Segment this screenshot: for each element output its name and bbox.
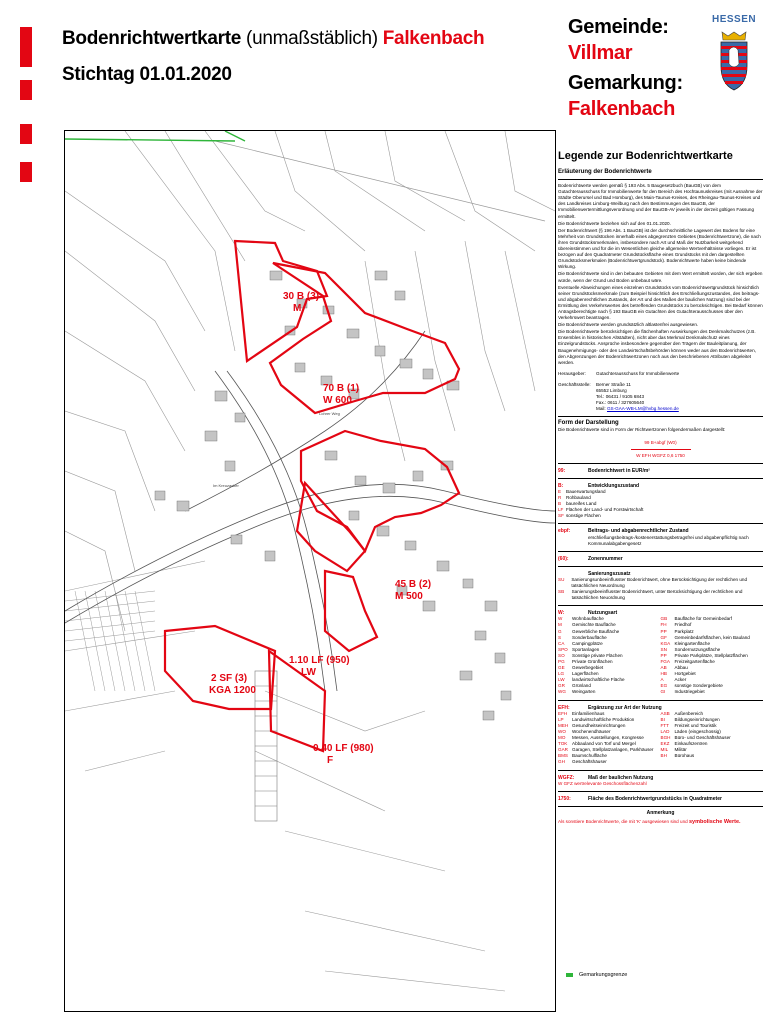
legend-code: GE [558, 665, 565, 671]
legend-paragraph: Die Bodenrichtwerte berücksichtigen die flächenhaften Auswirkungen des Denkmalschutzes (z.B. Ensembles in historischen Altstädten), nicht aber das Merkmal Denkmalschutz eines Einzelgrundstücks. Ansprüche insbesondere gegenüber den Trägern der Bauleitplanung, der Baugenehmigungs- oder den Landwirtschaftsbehörden können weder aus den Bodenrichtwerten, den Abgrenzungen der Bodenrichtwertzonen noch aus den beschriebenen Attributen abgeleitet werden. [558, 329, 756, 365]
form-example-line: 99 B+abgf (W0) [644, 439, 677, 445]
legend-text: Garagen, Stellplatzanlagen, Parkhäuser [572, 747, 654, 753]
address-line: Tel.: 06431 / 9105 6843 [596, 394, 645, 400]
legend-key-title: Bodenrichtwert in EUR/m² [588, 467, 650, 474]
legend-code: S [558, 634, 562, 640]
legend-paragraph: Der Bodenrichtwert (§ 196 Abs. 1 BauGB) ist der durchschnittliche Lagewert des Bodens für eine Mehrheit von Grundstücken innerhalb eines abgegrenzten Gebietes (Bodenrichtwertzone), die nach ihren Grundstücksmerkmalen, insbesondere nach Art und Maß der Nutzbarkeit weitgehend übereinstimmen und für die im Wesentlichen gleiche allgemeine Wertverhältnisse vorliegen. Er ist bezogen auf den Quadratmeter Grundstücksfläche eines Grundstücks mit den dargestellten Grundstücksmerkmalen (Bodenrichtwertgrundstück). Bodenrichtwerte haben keine bindende Wirkung. [558, 227, 761, 270]
legend-text: Landwirtschaftliche Produktion [572, 716, 635, 722]
legend-text: W GFZ wertrelevante Geschossflächenzahl [558, 780, 647, 786]
legend-code: LP [558, 716, 564, 722]
hessen-coat-of-arms-icon [718, 30, 750, 92]
legend-key-title: Nutzungsart [588, 610, 618, 617]
street-label: Lohrer Weg [319, 411, 340, 416]
legend-key: ebpf: [558, 528, 571, 535]
legend-text: sonstige Sondergebiete [674, 683, 723, 689]
legend-section [558, 796, 763, 802]
legend-code: EG [660, 683, 668, 689]
legend-code: E [558, 488, 562, 494]
legend-paragraph: Die Bodenrichtwerte werden grundsätzlich altlastenfrei ausgewiesen. [558, 322, 699, 328]
legend-code: CA [558, 640, 565, 646]
boundary-legend-label: Gemarkungsgrenze [579, 972, 628, 978]
legend-key-title: Beitrags- und abgabenrechtlicher Zustand [588, 528, 689, 535]
divider [558, 791, 763, 792]
legend-text: Außenbereich [674, 710, 704, 716]
legend-code: SF [558, 513, 564, 519]
zone-label: 30 B (3) [283, 291, 320, 302]
legend-code: GR [558, 683, 565, 689]
divider [558, 416, 763, 417]
legend-text: Läden (eingeschossig) [674, 728, 721, 734]
form-example [558, 440, 763, 459]
address-line: Berner Straße 11 [596, 381, 631, 387]
legend-text: Gemeinbedarfsflächen, kein Bauland [674, 634, 750, 640]
legend-text: Gesundheitseinrichtungen [572, 722, 626, 728]
legend-text: Einfamilienhaus [572, 710, 605, 716]
legend-text: Einkaufszentren [674, 741, 708, 747]
legend-code: GB [660, 616, 668, 622]
cadastral-map[interactable] [64, 130, 556, 1012]
divider [558, 179, 763, 180]
form-title: Form der Darstellung [558, 420, 619, 427]
legend-row [558, 759, 661, 765]
legend-code: BI [660, 716, 665, 722]
legend-code: GAR [558, 747, 568, 753]
legend-text: Rohbauland [566, 495, 591, 501]
legend-key-title: Sanierungszusatz [588, 570, 631, 577]
anmerkung-text: Als sonstiere Bodenrichtwerte, die mit 'K' ausgewiesen sind und [558, 818, 688, 824]
legend-text: Bildungseinrichtungen [674, 716, 720, 722]
legend-subtitle: Erläuterung der Bodenrichtwerte [558, 169, 652, 175]
zone-label: W 600 [323, 395, 352, 406]
legend-row [558, 689, 661, 695]
legend-text: sonstige Flächen [566, 513, 601, 519]
geschaeftsstelle-row [558, 382, 763, 412]
form-example-divider [631, 449, 691, 450]
legend-code: WG [558, 689, 566, 695]
herausgeber-value: Gutachterausschuss für Immobilienwerte [596, 370, 680, 376]
legend-text: erschließungsbeitrags-/kostenerstattungsbetragsfrei und abgabenpflichtig nach Kommunalabgabengesetz [588, 534, 749, 546]
zone-label: 2 SF (3) [211, 673, 248, 684]
legend-code: FH [660, 622, 667, 628]
legend-paragraph: Die Bodenrichtwerte sind in den bebauten Gebieten mit dem Wert ermittelt worden, der sich ergeben würde, wenn der Grund und Boden unbebaut wäre. [558, 271, 763, 283]
zone-label: M 500 [395, 591, 423, 602]
legend-text: Sportanlagen [572, 646, 600, 652]
herausgeber-row [558, 371, 763, 377]
legend-text: Sanierungsbeeinflusster Bodenrichtwert, unter Berücksichtigung der rechtlichen und tatsächlichen Neuordnung [571, 589, 743, 601]
zone-label: M [293, 303, 302, 314]
legend-text: Flächen der Land- und Forstwirtschaft [566, 507, 644, 513]
legend-code: MO [558, 735, 566, 741]
boundary-legend-row [566, 972, 627, 978]
zone-label: 0.40 LF (980) [313, 743, 374, 754]
legend-text: Hortgebiet [674, 671, 696, 677]
legend-text: Wohnbaufläche [572, 616, 604, 622]
legend-code: EKZ [660, 741, 670, 747]
zone-label: KGA 1200 [209, 685, 256, 696]
legend-text: Freizeitgartenfläche [674, 659, 715, 664]
divider [558, 770, 763, 771]
legend-code: SPO [558, 646, 568, 652]
legend-key: WGFZ: [558, 774, 575, 781]
legend-code: BGH [660, 735, 671, 741]
legend-text: Freizeit und Touristik [674, 722, 717, 728]
title-scale: (unmaßstäblich) [241, 28, 383, 49]
legend-section [558, 468, 763, 474]
legend-code: KGA [660, 640, 671, 646]
legend-code: LF [558, 507, 564, 513]
divider [558, 806, 763, 807]
legend-code: R [558, 495, 562, 501]
zone-label: F [327, 755, 334, 766]
legend-panel [558, 150, 763, 825]
red-marker-bar [20, 124, 32, 144]
title-place: Falkenbach [382, 28, 485, 49]
anmerkung-title: Anmerkung [646, 809, 675, 816]
legend-code: SU [558, 576, 565, 582]
legend-text: Friedhof [674, 622, 692, 628]
divider [558, 551, 763, 552]
legend-code: PP [660, 628, 667, 634]
efh-right-column [661, 711, 764, 766]
legend-code: G [558, 628, 562, 634]
divider [558, 463, 763, 464]
legend-text: Acker [674, 677, 687, 683]
legend-code: GF [660, 634, 667, 640]
legend-text: Sonstige private Flächen [572, 652, 623, 658]
legend-paragraph: Die Bodenrichtwerte beziehen sich auf den 01.01.2020. [558, 220, 671, 226]
legend-code: M [558, 622, 562, 628]
legend-key-title: Fläche des Bodenrichtwertgrundstücks in Quadratmeter [588, 795, 722, 802]
legend-key-title: Maß der baulichen Nutzung [588, 774, 654, 781]
legend-code: TOK [558, 741, 568, 747]
legend-text: Weingarten [572, 689, 596, 695]
legend-text: Industriegebiet [674, 689, 705, 695]
legend-text: Gemischte Baufläche [572, 622, 616, 628]
red-marker-bar [20, 162, 32, 182]
legend-text: Büro- und Geschäftshäuser [674, 735, 731, 741]
legend-row [661, 689, 764, 695]
page-title [62, 28, 484, 50]
anmerkung-emphasis: symbolische Werte. [688, 818, 741, 825]
legend-text: Sondernutzungsfläche [674, 646, 721, 652]
legend-text: Militär [674, 747, 687, 753]
gemeinde-value: Villmar [568, 42, 633, 64]
legend-code: MIL [660, 747, 669, 753]
legend-text: Bauerwartungsland [566, 488, 606, 494]
divider [558, 566, 763, 567]
legend-paragraph: Bodenrichtwerte werden gemäß § 193 Abs. 5 Baugesetzbuch (BauGB) von dem Gutachterausschuss für Immobilienwerte für den Bereich des Hochtaunuskreises (mit Ausnahme der Städte Oberursel und Bad Homburg), des Main-Taunus-Kreises, des Rheingau-Taunus-Kreises und des Landkreises Limburg-Weilburg nach den Bestimmungen des BauGB, der Immobilienwertermittlungsverordnung und der BauGB-AV jeweils in der derzeit gültigen Fassung ermittelt. [558, 183, 763, 219]
legend-code: EFH [558, 710, 568, 716]
red-marker-bar [20, 27, 32, 67]
legend-text: Kleingartenfläche [674, 640, 710, 646]
legend-code: LAD [660, 728, 670, 734]
legend-text: Abbauland von Torf und Mergel [572, 741, 636, 747]
zone-label: 45 B (2) [395, 579, 432, 590]
green-boundary-swatch [566, 973, 573, 977]
title-main: Bodenrichtwertkarte [62, 28, 242, 49]
legend-code: LG [558, 671, 565, 677]
legend-key-title: Zonennummer [588, 555, 623, 562]
legend-text: Private Parkplätze, Stellplatzflächen [674, 652, 748, 658]
legend-text: Private Grünflächen [572, 659, 613, 664]
legend-code: SN [660, 646, 667, 652]
legend-code: AB [660, 665, 667, 671]
address-line: 65552 Limburg [596, 388, 627, 393]
legend-text: Messen, Ausstellungen, Kongresse [572, 735, 644, 741]
legend-text: Abbau [674, 665, 688, 671]
legend-text: Geschäftshäuser [572, 759, 607, 765]
legend-key-title: Entwicklungszustand [588, 482, 640, 489]
legend-key: EFH: [558, 704, 570, 711]
divider [558, 700, 763, 701]
legend-key: B: [558, 482, 564, 489]
legend-key: W: [558, 610, 565, 617]
divider [558, 605, 763, 606]
legend-row [558, 513, 763, 519]
legend-text: Gewerbegebiet [572, 665, 604, 671]
legend-text: Lagerflächen [572, 671, 599, 677]
legend-code: FTT [660, 722, 669, 728]
legend-code: LW [558, 677, 565, 683]
herausgeber-label: Herausgeber: [558, 370, 586, 376]
legend-row [661, 753, 764, 759]
address-line: Fax.: 0611 / 327605640 [596, 400, 645, 406]
legend-text: Sanierungsunbeeinflusster Bodenrichtwert, ohne Berücksichtigung der rechtlichen und tatsächlichen Neuordnung [571, 576, 748, 588]
legend-code: ASB [660, 710, 670, 716]
legend-text: Grünland [572, 683, 591, 689]
divider [558, 523, 763, 524]
legend-text: landwirtschaftliche Fläche [572, 677, 625, 683]
geschaeftsstelle-label: Geschäftsstelle: [558, 381, 591, 387]
legend-text: Campingplätze [572, 640, 603, 646]
legend-key: 99: [558, 467, 566, 474]
legend-section [558, 556, 763, 562]
gemarkung-value: Falkenbach [568, 98, 676, 120]
map-canvas [65, 131, 555, 1011]
anmerkung-row [558, 819, 763, 825]
efh-left-column [558, 711, 661, 766]
hessen-wordmark: HESSEN [712, 14, 757, 25]
legend-code: MEH [558, 722, 569, 728]
legend-code: PP [660, 652, 667, 658]
address-line: Mail: [596, 406, 606, 412]
nutzung-columns [558, 616, 763, 695]
legend-text: Wochenendhäuser [572, 728, 611, 734]
nutzung-left-column [558, 616, 661, 695]
legend-code: FGA [660, 659, 670, 664]
zone-label: 1.10 LF (950) [289, 655, 350, 666]
legend-code: W [558, 616, 563, 622]
legend-text: Baumschulfläche [572, 753, 607, 759]
legend-code: GH [558, 759, 565, 765]
street-label: Im Kreuzacker [213, 483, 239, 488]
legend-code: GI [660, 689, 666, 695]
legend-code: B [558, 501, 562, 507]
mail-link[interactable]: GS-GAA-WB-LM@hvbg.hessen.de [606, 406, 679, 412]
legend-key: (60): [558, 555, 569, 562]
legend-code: BH [660, 753, 667, 759]
legend-text: Baufläche für Gemeinbedarf [674, 616, 732, 622]
legend-text: Sonderbaufläche [572, 634, 607, 640]
legend-title: Legende zur Bodenrichtwertkarte [558, 150, 733, 162]
zone-label: 70 B (1) [323, 383, 360, 394]
gemeinde-label: Gemeinde: [568, 16, 669, 38]
legend-row [558, 589, 763, 601]
nutzung-right-column [661, 616, 764, 695]
form-description: Die Bodenrichtwerte sind in Form der Richtwertzonen folgendermaßen dargestellt: [558, 427, 726, 433]
legend-text: Parkplatz [674, 628, 694, 634]
legend-code: A [660, 677, 664, 683]
zone-labels [209, 291, 431, 766]
legend-text: baureifes Land [566, 501, 597, 507]
efh-columns [558, 711, 763, 766]
legend-key: 1750: [558, 795, 571, 802]
form-example-line: W EFH WGFZ 0,6 1750 [636, 452, 685, 458]
legend-text: Gewerbliche Baufläche [572, 628, 620, 634]
reference-date: Stichtag 01.01.2020 [62, 64, 232, 85]
legend-code: BMS [558, 753, 568, 759]
legend-key-title: Ergänzung zur Art der Nutzung [588, 704, 662, 711]
gemarkung-label: Gemarkung: [568, 72, 683, 94]
red-marker-bar [20, 80, 32, 100]
legend-code: WO [558, 728, 566, 734]
legend-code: PG [558, 659, 565, 664]
zone-label: LW [301, 667, 316, 678]
legend-paragraph: Eventuelle Abweichungen eines einzelnen Grundstücks vom Bodenrichtwertgrundstück hinsichtlich seiner Grundstücksmerkmale (zum Beispiel hinsichtlich des Erschließungszustandes, des beitrags- und abgabenrechtlichen Zustands, der Art und des Maßes der baulichen Nutzung) sind bei der Ermittlung des Verkehrswertes des betreffenden Grundstücks zu berücksichtigen. Bei Bedarf können Antragsberechtigte nach § 193 BauGB ein Gutachten des Gutachterausschusses über den Verkehrswert beantragen. [558, 284, 763, 321]
legend-code: SB [558, 589, 565, 595]
legend-code: SO [558, 652, 565, 658]
legend-row [558, 577, 763, 589]
divider [558, 478, 763, 479]
legend-code: HB [660, 671, 667, 677]
legend-text: Bürohaus [674, 753, 695, 759]
